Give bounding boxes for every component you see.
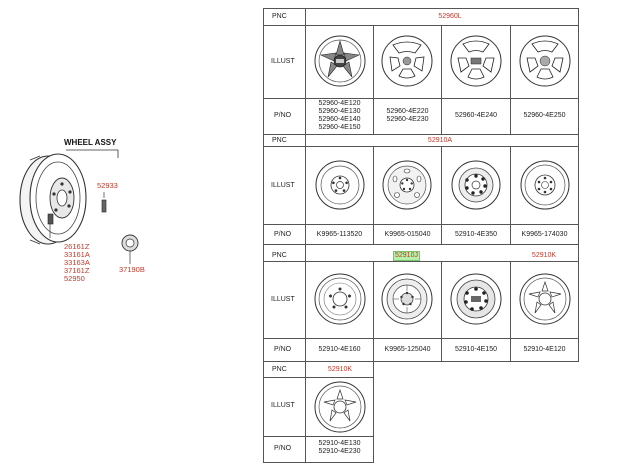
part-number: 52960-4E230 <box>386 116 429 123</box>
callout-33163a: 33163A <box>64 258 90 267</box>
wheel-assy-title: WHEEL ASSY <box>64 138 117 147</box>
steel-wheel-icon <box>446 269 506 329</box>
pno-label: P/NO <box>274 346 292 353</box>
part-number: K9965-015040 <box>384 231 431 238</box>
steel-wheel-icon <box>515 269 575 329</box>
pno-label: P/NO <box>274 445 292 452</box>
part-number: 52960-4E220 <box>386 108 429 115</box>
part-number: 52960-4E120 <box>318 100 361 107</box>
part-number: K9965-113520 <box>316 231 363 238</box>
part-number: 52910-4E350 <box>454 231 498 238</box>
pnc-label: PNC <box>272 252 287 259</box>
illust-label: ILLUST <box>271 58 295 65</box>
illust-label: ILLUST <box>271 182 295 189</box>
part-number: 52960-4E250 <box>523 112 566 119</box>
pnc-label: PNC <box>272 366 287 373</box>
callout-26161z: 26161Z <box>64 242 90 251</box>
pnc-value: 52910A <box>427 137 453 144</box>
part-number: 52910-4E160 <box>318 346 361 353</box>
pnc-value: 52960L <box>438 13 462 20</box>
part-number: 52960-4E240 <box>454 112 498 119</box>
steel-wheel-icon <box>310 155 370 215</box>
callout-37190b: 37190B <box>119 265 145 274</box>
wheel-cover-icon <box>377 31 437 91</box>
steel-wheel-icon <box>515 155 575 215</box>
pnc-value: 52910K <box>531 252 557 259</box>
callout-52950: 52950 <box>64 274 85 283</box>
part-number: 52910-4E230 <box>318 448 361 455</box>
part-number: 52960-4E150 <box>318 124 361 131</box>
part-number: 52910-4E130 <box>318 440 361 447</box>
wheel-cover-icon <box>446 31 506 91</box>
illust-label: ILLUST <box>271 296 295 303</box>
part-number: 52960-4E140 <box>318 116 361 123</box>
illust-label: ILLUST <box>271 402 295 409</box>
pnc-value-highlighted[interactable]: 52910J <box>395 252 418 259</box>
callout-33161a: 33161A <box>64 250 90 259</box>
part-number: 52910-4E150 <box>454 346 498 353</box>
pnc-value: 52910K <box>327 366 353 373</box>
steel-wheel-icon <box>310 269 370 329</box>
pno-label: P/NO <box>274 231 292 238</box>
pnc-label: PNC <box>272 13 287 20</box>
pno-label: P/NO <box>274 112 292 119</box>
wheel-cover-icon <box>310 31 370 91</box>
steel-wheel-icon <box>377 155 437 215</box>
steel-wheel-icon <box>310 377 370 437</box>
steel-wheel-icon <box>377 269 437 329</box>
part-number: K9965-125040 <box>384 346 431 353</box>
wheel-cover-icon <box>515 31 575 91</box>
part-number: K9965-174030 <box>521 231 568 238</box>
steel-wheel-icon <box>446 155 506 215</box>
part-number: 52910-4E120 <box>523 346 566 353</box>
part-number: 52960-4E130 <box>318 108 361 115</box>
pnc-label: PNC <box>272 137 287 144</box>
callout-37161z: 37161Z <box>64 266 90 275</box>
callout-52933: 52933 <box>97 181 118 190</box>
